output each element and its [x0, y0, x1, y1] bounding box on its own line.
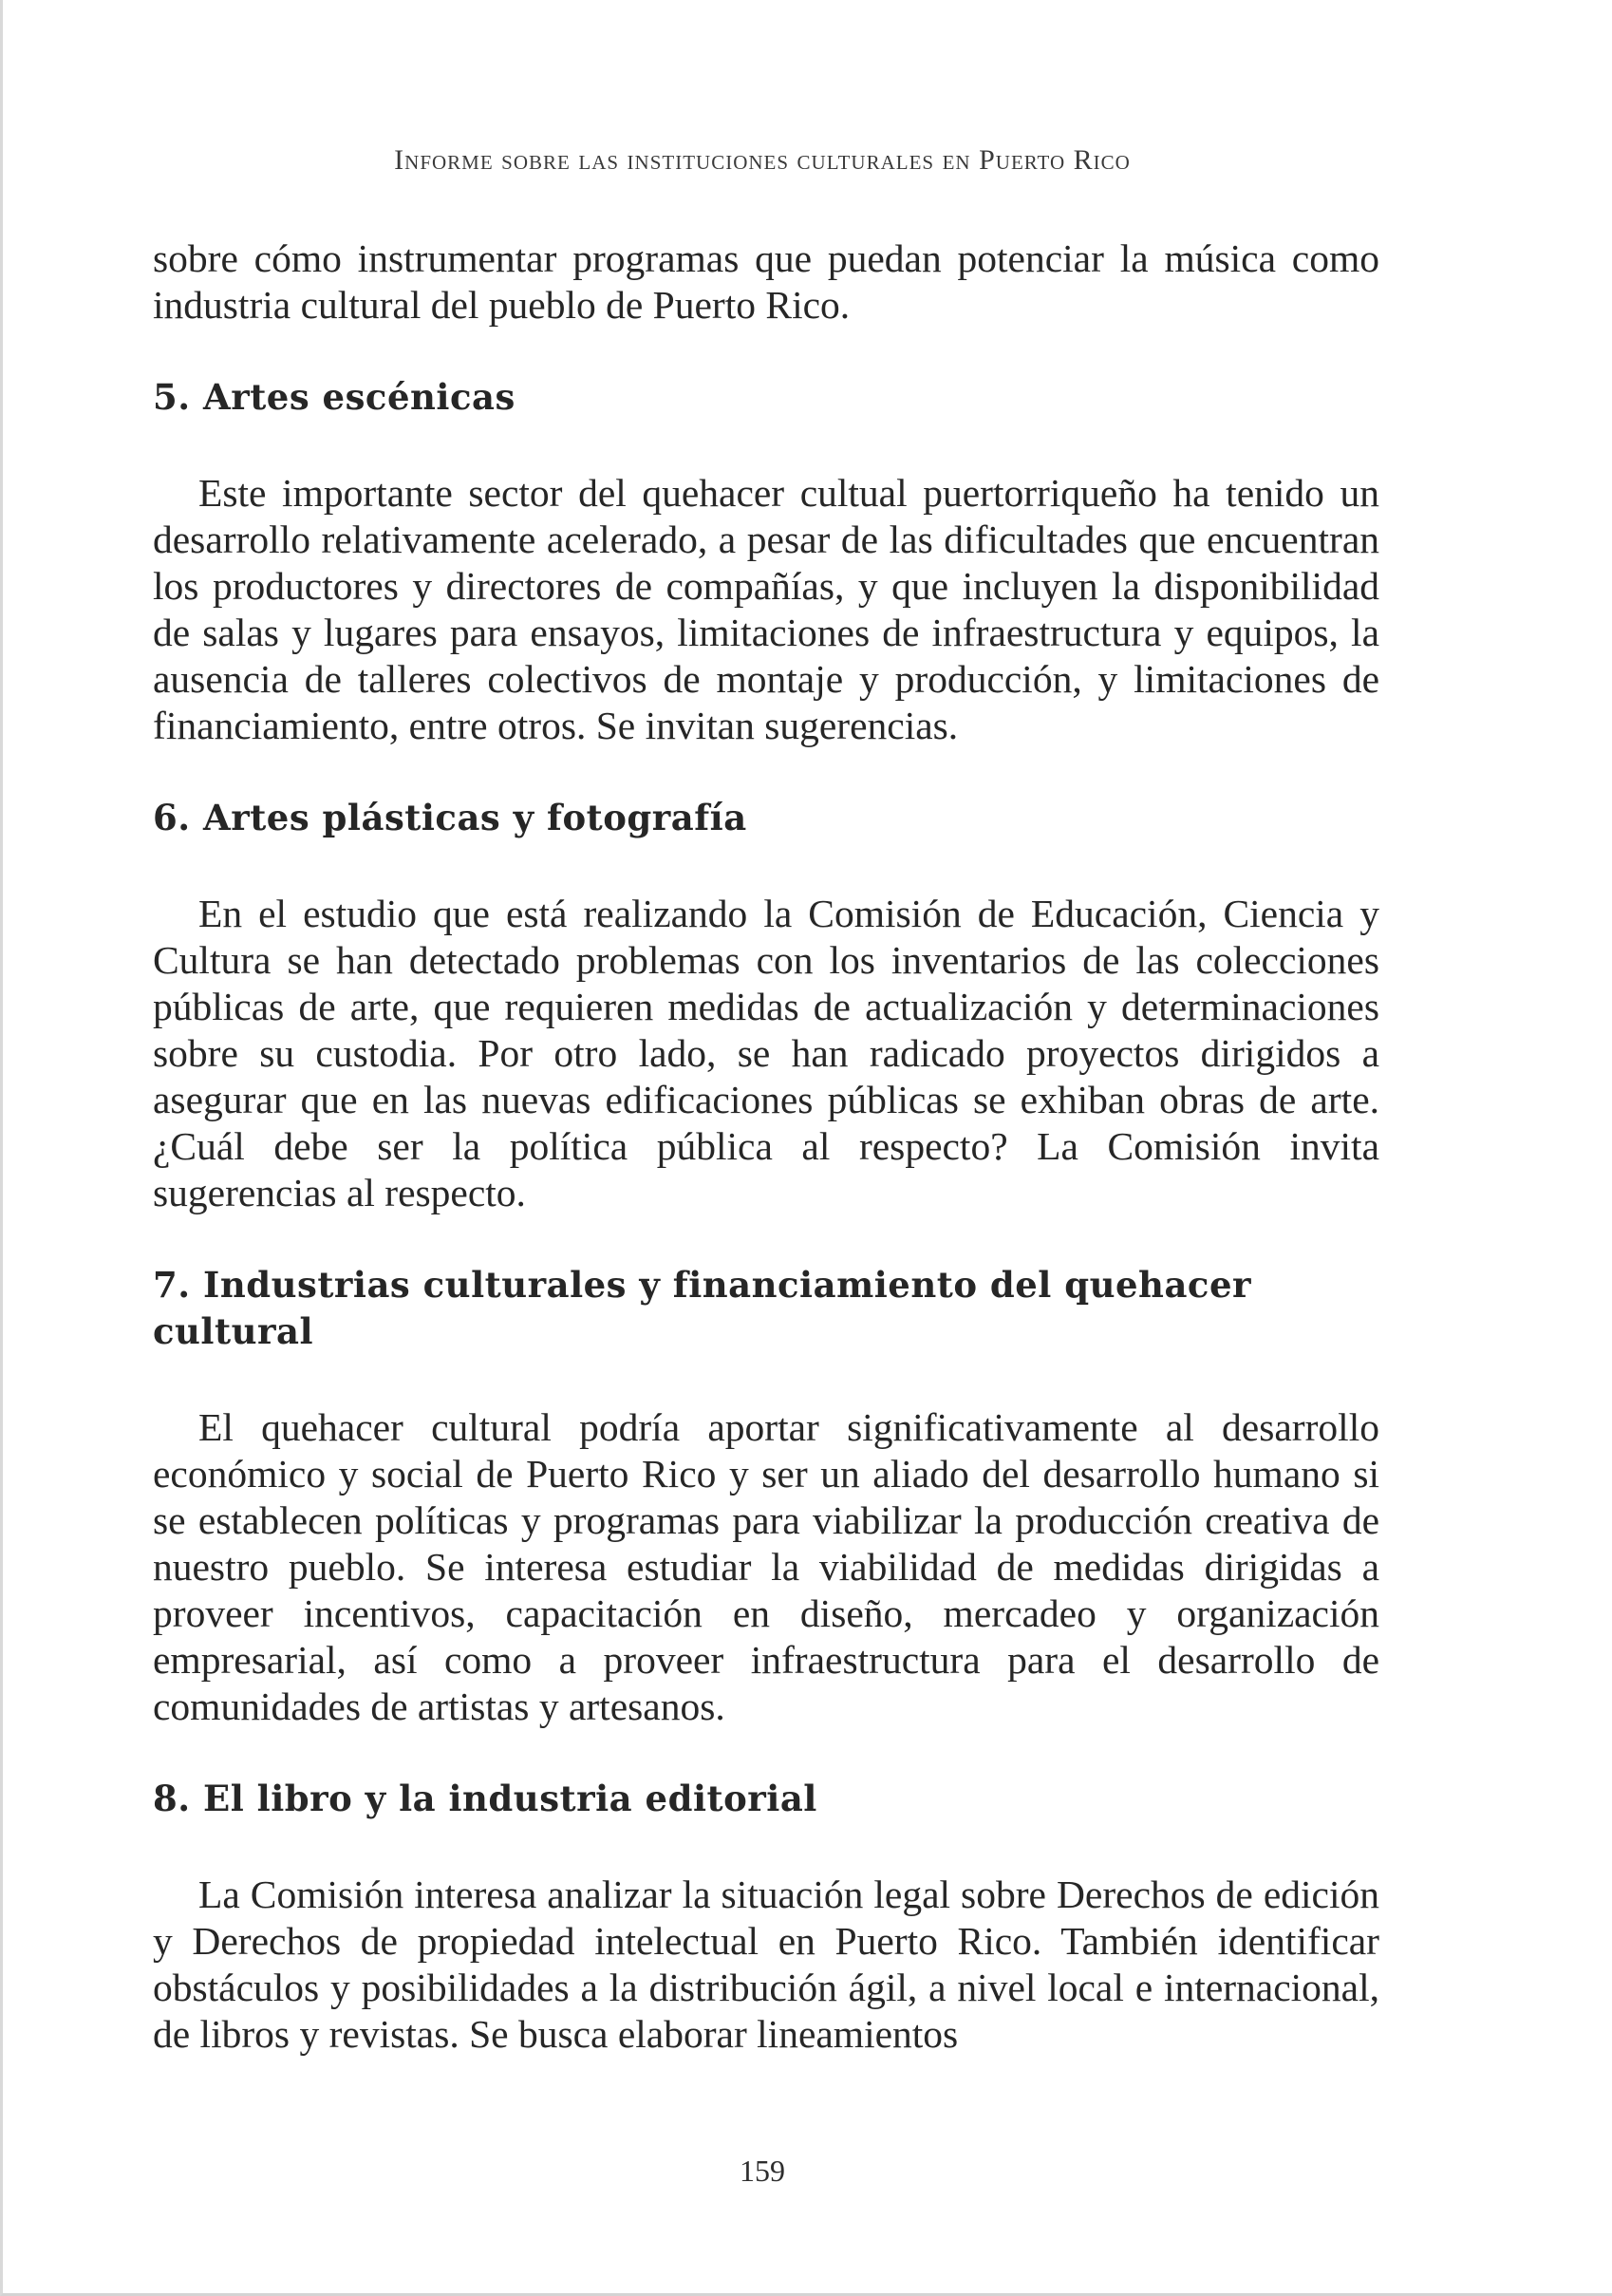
page-number: 159: [740, 2154, 785, 2188]
section-heading-artes-escenicas: 5. Artes escénicas: [153, 376, 515, 418]
section-heading-libro-industria-editorial: 8. El libro y la industria editorial: [153, 1778, 817, 1819]
running-header: Informe sobre las instituciones culturales en Puerto Rico: [394, 144, 1131, 176]
section-paragraph-artes-plasticas: En el estudio que está realizando la Comisión de Educación, Ciencia y Cultura se han detectado problemas con los inventarios de las colecciones públicas de arte, que requieren medidas de actualización y determinaciones sobre su custodia. Por otro lado, se han radicado proyectos dirigidos a asegurar que en las nuevas edificaciones públicas se exhiban obras de arte. ¿Cuál debe ser la política pública al respecto? La Comisión invita sugerencias al respecto.: [153, 892, 1379, 1214]
page-body: [153, 235, 1379, 2058]
section-heading-artes-plasticas: 6. Artes plásticas y fotografía: [153, 797, 747, 838]
section-heading-industrias-culturales: 7. Industrias culturales y financiamiento del quehacer cultural: [153, 1264, 1251, 1352]
intro-paragraph: sobre cómo instrumentar programas que puedan potenciar la música como industria cultural del pueblo de Puerto Rico.: [153, 236, 1379, 327]
section-paragraph-industrias-culturales: El quehacer cultural podría aportar significativamente al desarrollo económico y social de Puerto Rico y ser un aliado del desarrollo humano si se establecen políticas y programas para viabilizar la producción creativa de nuestro pueblo. Se interesa estudiar la viabilidad de medidas dirigidas a proveer incentivos, capacitación en diseño, mercadeo y organización empresarial, así como a proveer infraestructura para el desarrollo de comunidades de artistas y artesanos.: [153, 1405, 1379, 1728]
section-paragraph-artes-escenicas: Este importante sector del quehacer cultual puertorriqueño ha tenido un desarrollo relativamente acelerado, a pesar de las dificultades que encuentran los productores y directores de compañías, y que incluyen la disponibilidad de salas y lugares para ensayos, limitaciones de infraestructura y equipos, la ausencia de talleres colectivos de montaje y producción, y limitaciones de financiamiento, entre otros. Se invitan sugerencias.: [153, 471, 1379, 747]
section-paragraph-libro-industria-editorial: La Comisión interesa analizar la situación legal sobre Derechos de edición y Derechos de propiedad intelectual en Puerto Rico. También identificar obstáculos y posibilidades a la distribución ágil, a nivel local e internacional, de libros y revistas. Se busca elaborar lineamientos: [153, 1873, 1379, 2056]
